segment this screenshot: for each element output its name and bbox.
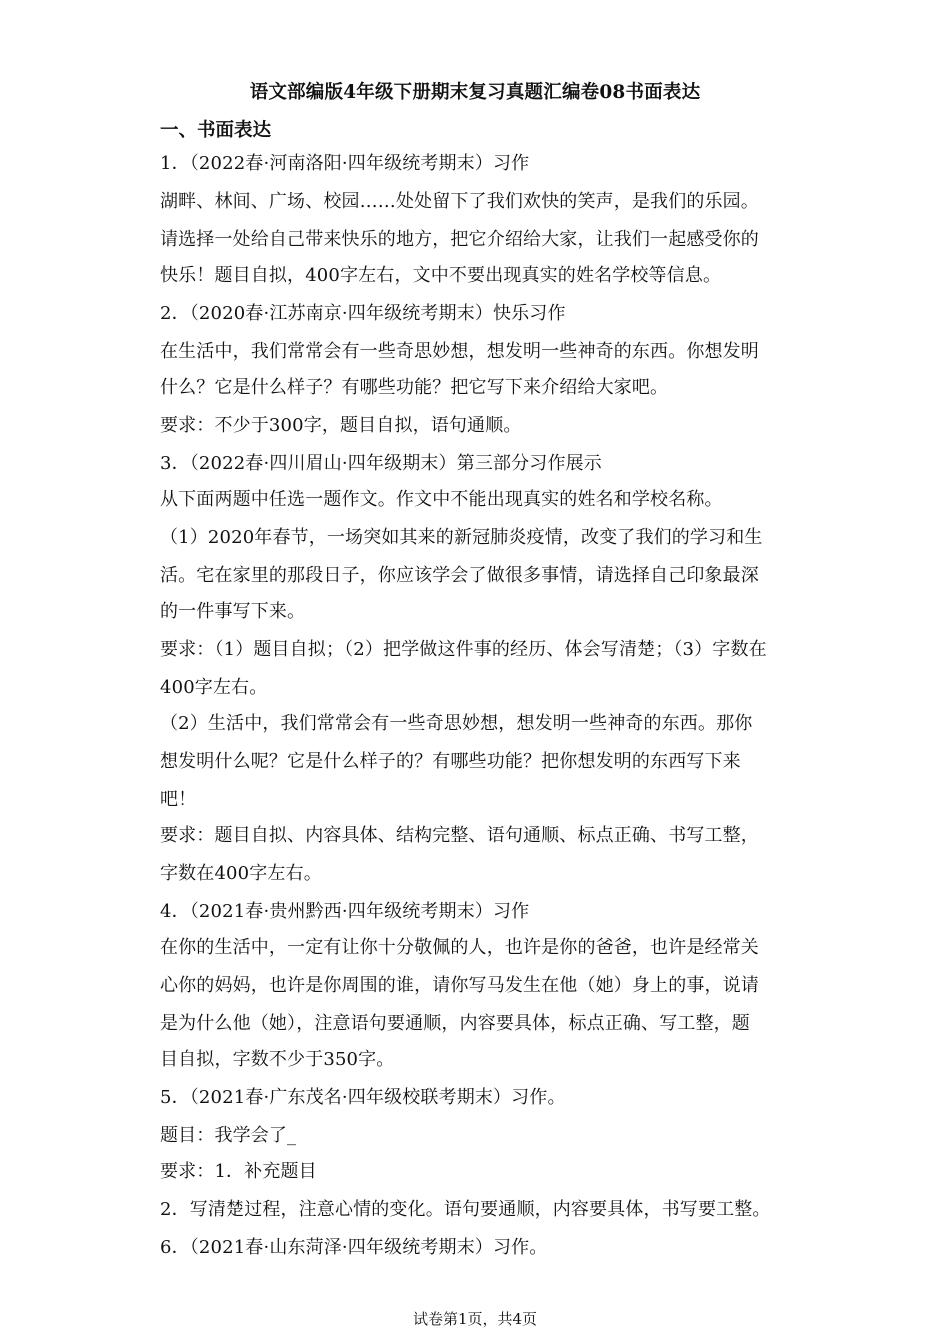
text-line: 400字左右。 [160,677,268,698]
text-line: 要求：不少于300字，题目自拟，语句通顺。 [160,415,522,436]
text-line: 要求：题目自拟、内容具体、结构完整、语句通顺、标点正确、书写工整， [160,825,759,846]
text-line: 目自拟，字数不少于350字。 [160,1049,395,1070]
text-line: 要求：（1）题目自拟；（2）把学做这件事的经历、体会写清楚；（3）字数在 [160,639,767,660]
text-line: 4．（2021春·贵州黔西·四年级统考期末）习作 [160,901,530,922]
text-line: 2．写清楚过程，注意心情的变化。语句要通顺，内容要具体，书写要工整。 [160,1199,771,1220]
text-line: 字数在400字左右。 [160,863,322,884]
text-line: 从下面两题中任选一题作文。作文中不能出现真实的姓名和学校名称。 [160,489,723,510]
text-line: 3．（2022春·四川眉山·四年级期末）第三部分习作展示 [160,453,602,474]
text-line: 在生活中，我们常常会有一些奇思妙想，想发明一些神奇的东西。你想发明 [160,341,759,362]
text-line: 请选择一处给自己带来快乐的地方，把它介绍给大家，让我们一起感受你的 [160,229,759,250]
document-title: 语文部编版4年级下册期末复习真题汇编卷08书面表达 [249,82,701,103]
text-line: 是为什么他（她），注意语句要通顺，内容要具体，标点正确、写工整，题 [160,1013,750,1034]
text-line: 5．（2021春·广东茂名·四年级校联考期末）习作。 [160,1087,566,1108]
text-line: 2．（2020春·江苏南京·四年级统考期末）快乐习作 [160,303,566,324]
text-line: 在你的生活中，一定有让你十分敬佩的人，也许是你的爸爸，也许是经常关 [160,937,759,958]
page-footer: 试卷第1页，共4页 [412,1310,538,1328]
text-line: 湖畔、林间、广场、校园……处处留下了我们欢快的笑声，是我们的乐园。 [160,191,759,212]
text-line: （2）生活中，我们常常会有一些奇思妙想，想发明一些神奇的东西。那你 [160,713,753,734]
text-line: 题目：我学会了_ [160,1125,297,1146]
text-line: 1．（2022春·河南洛阳·四年级统考期末）习作 [160,153,530,174]
section-heading: 一、书面表达 [160,120,272,141]
text-line: 的一件事写下来。 [160,601,306,622]
text-line: 快乐！题目自拟，400字左右，文中不要出现真实的姓名学校等信息。 [160,265,722,286]
text-line: 什么？它是什么样子？有哪些功能？把它写下来介绍给大家吧。 [160,377,669,398]
text-line: 活。宅在家里的那段日子，你应该学会了做很多事情，请选择自己印象最深 [160,565,759,586]
text-line: 要求：1．补充题目 [160,1161,317,1182]
text-line: 想发明什么呢？它是什么样子的？有哪些功能？把你想发明的东西写下来 [160,751,741,772]
text-line: 吧！ [160,789,197,810]
text-line: （1）2020年春节，一场突如其来的新冠肺炎疫情，改变了我们的学习和生 [160,527,763,548]
text-line: 心你的妈妈，也许是你周围的谁，请你写马发生在他（她）身上的事，说请 [160,975,759,996]
text-line: 6．（2021春·山东菏泽·四年级统考期末）习作。 [160,1237,548,1258]
